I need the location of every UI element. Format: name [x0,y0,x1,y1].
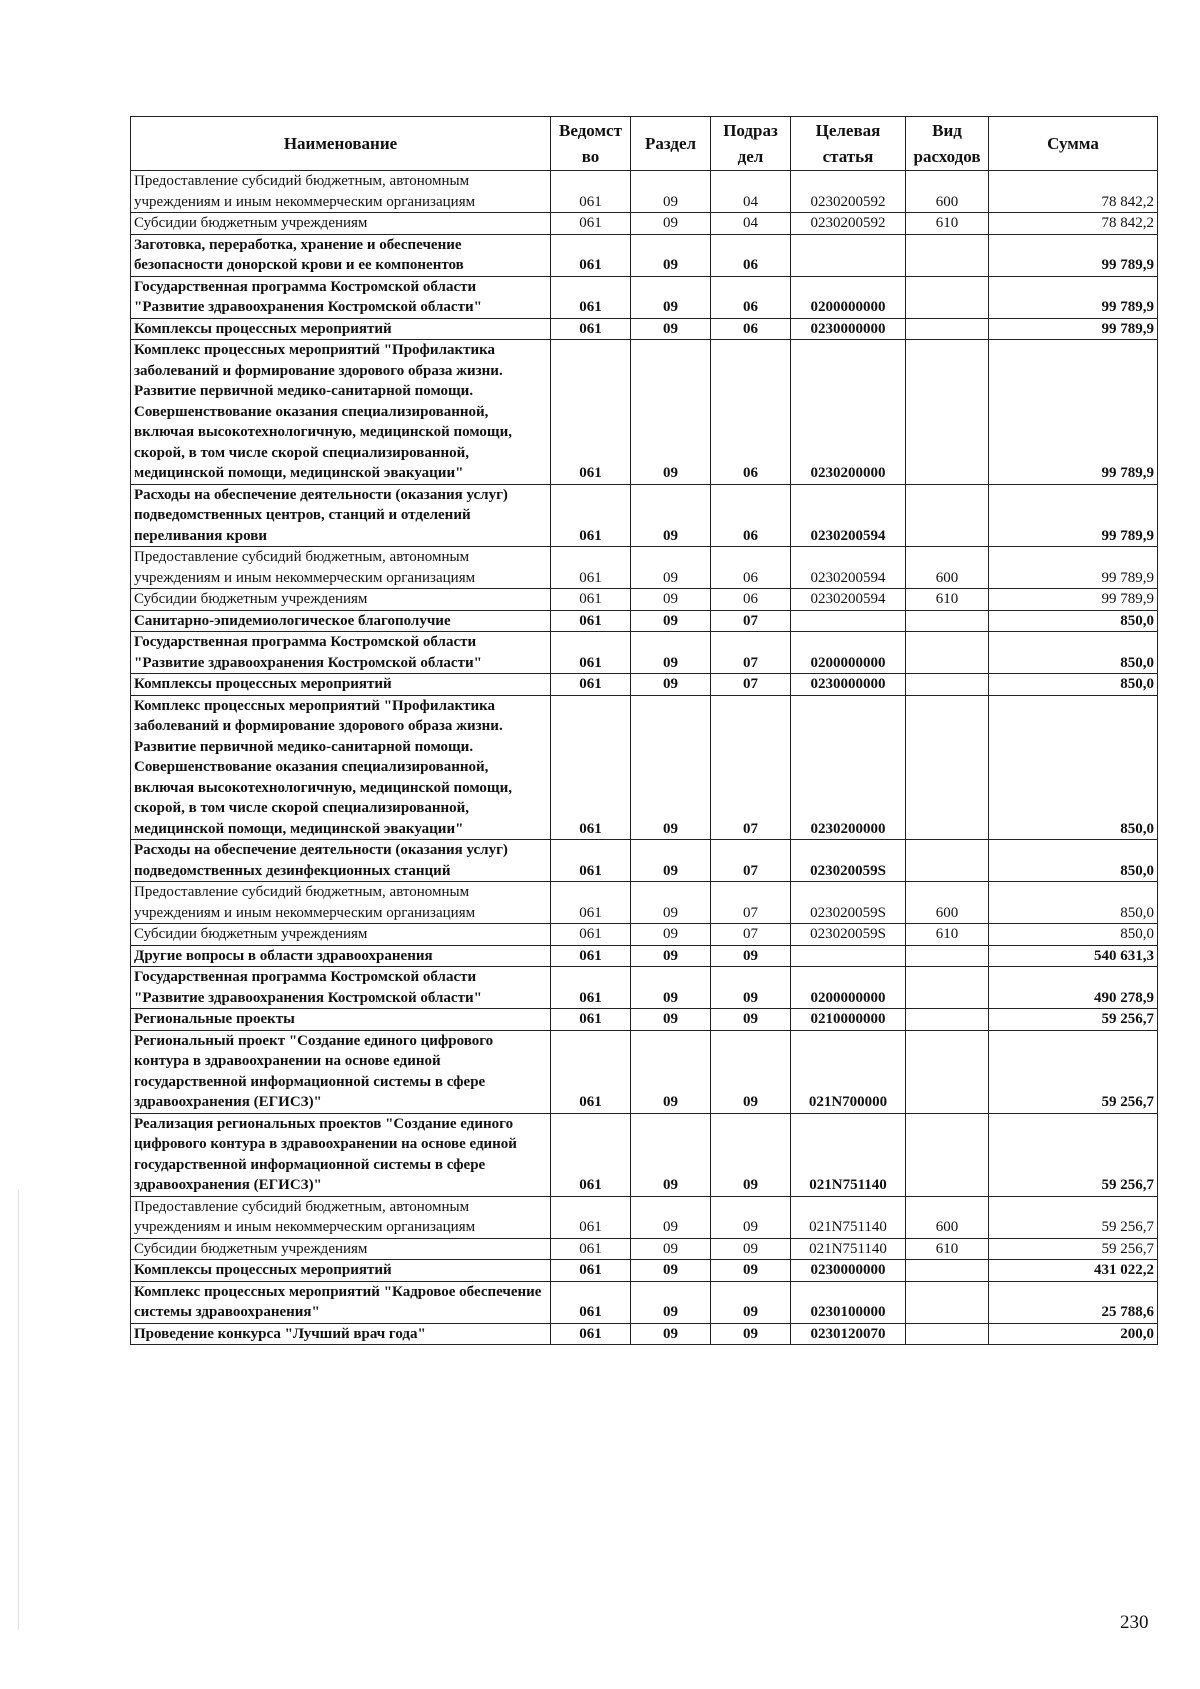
cell-subsection: 06 [711,589,791,611]
cell-name: Государственная программа Костромской области "Развитие здравоохранения Костромской области" [131,967,551,1009]
cell-expense-type [906,340,989,485]
cell-sum: 431 022,2 [989,1260,1158,1282]
table-row [131,1238,1158,1260]
cell-name: Комплексы процессных мероприятий [131,318,551,340]
cell-subsection: 09 [711,1281,791,1323]
cell-target-article: 0200000000 [791,632,906,674]
table-row [131,1281,1158,1323]
cell-expense-type: 600 [906,171,989,213]
cell-department: 061 [551,1009,631,1031]
cell-name: Субсидии бюджетным учреждениям [131,589,551,611]
cell-section: 09 [631,340,711,485]
cell-target-article: 0230200594 [791,484,906,547]
cell-subsection: 06 [711,234,791,276]
cell-expense-type: 600 [906,1196,989,1238]
cell-section: 09 [631,1323,711,1345]
header-name: Наименование [131,117,551,171]
table-row [131,674,1158,696]
cell-target-article: 0200000000 [791,967,906,1009]
cell-section: 09 [631,967,711,1009]
cell-expense-type: 610 [906,213,989,235]
cell-sum: 99 789,9 [989,276,1158,318]
cell-target-article: 0230000000 [791,674,906,696]
table-row [131,1030,1158,1113]
cell-expense-type [906,610,989,632]
table-row [131,234,1158,276]
cell-target-article: 0230200592 [791,171,906,213]
cell-target-article: 0230120070 [791,1323,906,1345]
cell-section: 09 [631,234,711,276]
cell-sum: 99 789,9 [989,340,1158,485]
table-row [131,882,1158,924]
cell-subsection: 07 [711,674,791,696]
table-row [131,547,1158,589]
cell-subsection: 06 [711,276,791,318]
cell-subsection: 09 [711,1113,791,1196]
cell-subsection: 09 [711,967,791,1009]
cell-subsection: 09 [711,1323,791,1345]
cell-name: Государственная программа Костромской области "Развитие здравоохранения Костромской области" [131,632,551,674]
cell-department: 061 [551,1113,631,1196]
cell-expense-type [906,632,989,674]
cell-subsection: 06 [711,484,791,547]
cell-name: Расходы на обеспечение деятельности (оказания услуг) подведомственных центров, станций и отделений переливания крови [131,484,551,547]
cell-department: 061 [551,1030,631,1113]
cell-target-article: 0230200000 [791,340,906,485]
cell-department: 061 [551,632,631,674]
cell-target-article: 021N751140 [791,1113,906,1196]
cell-expense-type [906,234,989,276]
cell-department: 061 [551,1238,631,1260]
cell-target-article: 0200000000 [791,276,906,318]
cell-expense-type [906,945,989,967]
cell-section: 09 [631,632,711,674]
cell-subsection: 07 [711,695,791,840]
table-row [131,695,1158,840]
cell-section: 09 [631,945,711,967]
cell-section: 09 [631,213,711,235]
cell-expense-type [906,1030,989,1113]
cell-expense-type [906,840,989,882]
scan-artifact-line [18,1190,19,1630]
cell-section: 09 [631,318,711,340]
header-subsection: Подраз дел [711,117,791,171]
cell-department: 061 [551,924,631,946]
cell-name: Комплексы процессных мероприятий [131,674,551,696]
cell-subsection: 07 [711,882,791,924]
budget-table [130,116,1158,1345]
cell-subsection: 06 [711,547,791,589]
cell-target-article [791,234,906,276]
cell-name: Другие вопросы в области здравоохранения [131,945,551,967]
cell-name: Проведение конкурса "Лучший врач года" [131,1323,551,1345]
page-number: 230 [1120,1612,1149,1633]
cell-target-article: 0230100000 [791,1281,906,1323]
cell-department: 061 [551,547,631,589]
table-row [131,610,1158,632]
cell-sum: 25 788,6 [989,1281,1158,1323]
cell-target-article: 021N700000 [791,1030,906,1113]
cell-subsection: 07 [711,610,791,632]
cell-sum: 850,0 [989,610,1158,632]
cell-sum: 78 842,2 [989,171,1158,213]
cell-department: 061 [551,1323,631,1345]
table-row [131,840,1158,882]
cell-expense-type: 600 [906,547,989,589]
table-row [131,340,1158,485]
cell-target-article [791,945,906,967]
cell-department: 061 [551,171,631,213]
cell-sum: 99 789,9 [989,547,1158,589]
cell-name: Расходы на обеспечение деятельности (оказания услуг) подведомственных дезинфекционных станций [131,840,551,882]
cell-sum: 540 631,3 [989,945,1158,967]
cell-department: 061 [551,1196,631,1238]
table-row [131,924,1158,946]
cell-name: Предоставление субсидий бюджетным, автономным учреждениям и иным некоммерческим организациям [131,547,551,589]
cell-subsection: 07 [711,632,791,674]
cell-name: Субсидии бюджетным учреждениям [131,213,551,235]
table-row [131,1323,1158,1345]
cell-sum: 99 789,9 [989,589,1158,611]
cell-section: 09 [631,1260,711,1282]
cell-expense-type [906,1113,989,1196]
cell-name: Комплексы процессных мероприятий [131,1260,551,1282]
cell-target-article: 0230000000 [791,318,906,340]
cell-name: Комплекс процессных мероприятий "Профилактика заболеваний и формирование здорового образа жизни. Развитие первичной медико-санитарной помощи. Совершенствование оказания специализированной, включая высокотехнологичную, медицинской помощи, скорой, в том числе скорой специализированной, медицинской помощи, медицинской эвакуации" [131,695,551,840]
cell-subsection: 09 [711,1196,791,1238]
header-department: Ведомст во [551,117,631,171]
cell-expense-type: 610 [906,589,989,611]
cell-name: Комплекс процессных мероприятий "Кадровое обеспечение системы здравоохранения" [131,1281,551,1323]
cell-section: 09 [631,1238,711,1260]
cell-sum: 850,0 [989,695,1158,840]
cell-expense-type: 600 [906,882,989,924]
cell-name: Предоставление субсидий бюджетным, автономным учреждениям и иным некоммерческим организациям [131,1196,551,1238]
cell-section: 09 [631,1009,711,1031]
cell-department: 061 [551,1281,631,1323]
table-row [131,1113,1158,1196]
cell-target-article: 023020059S [791,840,906,882]
cell-name: Региональные проекты [131,1009,551,1031]
cell-name: Предоставление субсидий бюджетным, автономным учреждениям и иным некоммерческим организациям [131,171,551,213]
cell-name: Предоставление субсидий бюджетным, автономным учреждениям и иным некоммерческим организациям [131,882,551,924]
cell-sum: 850,0 [989,924,1158,946]
cell-section: 09 [631,171,711,213]
cell-name: Комплекс процессных мероприятий "Профилактика заболеваний и формирование здорового образа жизни. Развитие первичной медико-санитарной помощи. Совершенствование оказания специализированной, включая высокотехнологичную, медицинской помощи, скорой, в том числе скорой специализированной, медицинской помощи, медицинской эвакуации" [131,340,551,485]
cell-target-article: 0210000000 [791,1009,906,1031]
cell-expense-type [906,276,989,318]
cell-section: 09 [631,674,711,696]
cell-sum: 850,0 [989,674,1158,696]
cell-sum: 850,0 [989,882,1158,924]
header-expense-type: Вид расходов [906,117,989,171]
cell-name: Субсидии бюджетным учреждениям [131,924,551,946]
cell-sum: 99 789,9 [989,234,1158,276]
cell-target-article: 0230200594 [791,589,906,611]
cell-target-article: 023020059S [791,882,906,924]
cell-department: 061 [551,318,631,340]
cell-name: Реализация региональных проектов "Создание единого цифрового контура в здравоохранении на основе единой государственной информационной системы в сфере здравоохранения (ЕГИСЗ)" [131,1113,551,1196]
cell-section: 09 [631,840,711,882]
cell-subsection: 09 [711,1260,791,1282]
cell-expense-type [906,674,989,696]
cell-department: 061 [551,276,631,318]
cell-department: 061 [551,610,631,632]
cell-sum: 59 256,7 [989,1196,1158,1238]
table-row [131,1196,1158,1238]
cell-name: Государственная программа Костромской области "Развитие здравоохранения Костромской области" [131,276,551,318]
cell-section: 09 [631,1196,711,1238]
cell-expense-type [906,484,989,547]
cell-department: 061 [551,674,631,696]
table-row [131,276,1158,318]
cell-expense-type: 610 [906,924,989,946]
cell-expense-type [906,1323,989,1345]
table-row [131,589,1158,611]
cell-sum: 99 789,9 [989,484,1158,547]
cell-target-article: 0230200592 [791,213,906,235]
cell-name: Заготовка, переработка, хранение и обеспечение безопасности донорской крови и ее компонентов [131,234,551,276]
cell-section: 09 [631,484,711,547]
cell-department: 061 [551,967,631,1009]
cell-section: 09 [631,610,711,632]
cell-section: 09 [631,1030,711,1113]
table-row [131,1009,1158,1031]
cell-name: Санитарно-эпидемиологическое благополучие [131,610,551,632]
cell-section: 09 [631,276,711,318]
cell-target-article [791,610,906,632]
table-header-row [131,117,1158,171]
cell-target-article: 021N751140 [791,1238,906,1260]
cell-expense-type [906,1260,989,1282]
cell-sum: 59 256,7 [989,1113,1158,1196]
header-section: Раздел [631,117,711,171]
cell-section: 09 [631,882,711,924]
cell-expense-type [906,967,989,1009]
cell-sum: 200,0 [989,1323,1158,1345]
cell-sum: 59 256,7 [989,1009,1158,1031]
cell-subsection: 04 [711,213,791,235]
cell-sum: 850,0 [989,632,1158,674]
cell-expense-type [906,695,989,840]
cell-subsection: 09 [711,1030,791,1113]
cell-name: Региональный проект "Создание единого цифрового контура в здравоохранении на основе единой государственной информационной системы в сфере здравоохранения (ЕГИСЗ)" [131,1030,551,1113]
cell-section: 09 [631,695,711,840]
cell-sum: 59 256,7 [989,1238,1158,1260]
cell-expense-type [906,1009,989,1031]
table-row [131,171,1158,213]
cell-target-article: 021N751140 [791,1196,906,1238]
table-row [131,213,1158,235]
cell-subsection: 07 [711,924,791,946]
cell-target-article: 023020059S [791,924,906,946]
table-row [131,318,1158,340]
cell-subsection: 09 [711,1009,791,1031]
cell-target-article: 0230200000 [791,695,906,840]
cell-sum: 59 256,7 [989,1030,1158,1113]
cell-sum: 99 789,9 [989,318,1158,340]
cell-subsection: 09 [711,1238,791,1260]
cell-subsection: 06 [711,318,791,340]
cell-department: 061 [551,945,631,967]
cell-subsection: 09 [711,945,791,967]
cell-department: 061 [551,234,631,276]
cell-department: 061 [551,1260,631,1282]
cell-subsection: 06 [711,340,791,485]
cell-expense-type: 610 [906,1238,989,1260]
cell-department: 061 [551,589,631,611]
cell-name: Субсидии бюджетным учреждениям [131,1238,551,1260]
table-row [131,945,1158,967]
table-row [131,967,1158,1009]
cell-subsection: 04 [711,171,791,213]
cell-department: 061 [551,340,631,485]
cell-target-article: 0230000000 [791,1260,906,1282]
table-row [131,632,1158,674]
cell-department: 061 [551,882,631,924]
cell-sum: 490 278,9 [989,967,1158,1009]
cell-department: 061 [551,695,631,840]
cell-expense-type [906,318,989,340]
cell-department: 061 [551,213,631,235]
cell-department: 061 [551,840,631,882]
cell-subsection: 07 [711,840,791,882]
header-target-article: Целевая статья [791,117,906,171]
cell-sum: 78 842,2 [989,213,1158,235]
cell-section: 09 [631,1281,711,1323]
table-row [131,1260,1158,1282]
cell-section: 09 [631,589,711,611]
cell-section: 09 [631,1113,711,1196]
cell-department: 061 [551,484,631,547]
header-sum: Сумма [989,117,1158,171]
cell-sum: 850,0 [989,840,1158,882]
cell-target-article: 0230200594 [791,547,906,589]
table-row [131,484,1158,547]
cell-section: 09 [631,924,711,946]
cell-section: 09 [631,547,711,589]
cell-expense-type [906,1281,989,1323]
